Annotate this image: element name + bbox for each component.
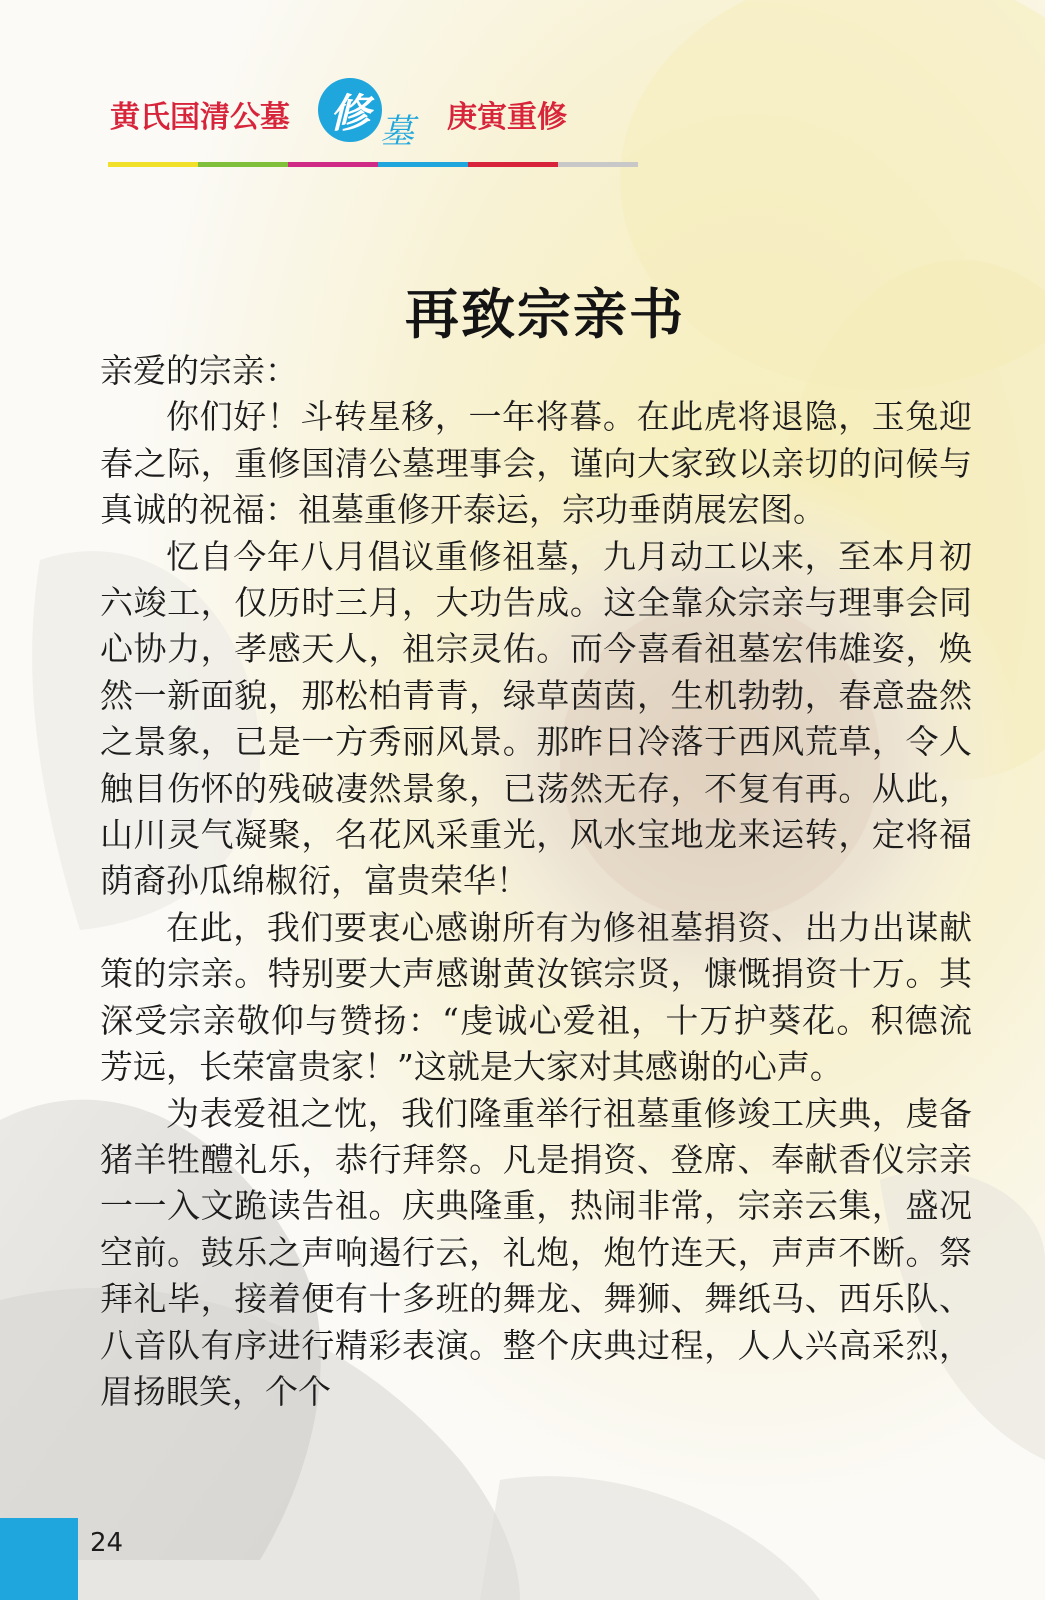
- header-right-text: 庚寅重修: [447, 100, 567, 135]
- paragraph-3: 在此，我们要衷心感谢所有为修祖墓捐资、出力出谋献策的宗亲。特别要大声感谢黄汝镔宗贤，慷慨捐资十万。其深受宗亲敬仰与赞扬：“虔诚心爱祖，十万护葵花。积德流芳远，长荣富贵家！”这就是大家对其感谢的心声。: [100, 907, 972, 1087]
- page-header: [0, 78, 1045, 178]
- page-number: 24: [90, 1528, 124, 1558]
- xiu-badge-icon: 修: [318, 78, 382, 142]
- header-rule-blue: [378, 162, 468, 167]
- header-left-text: 黄氏国清公墓: [110, 100, 290, 135]
- paragraph-4: 为表爱祖之忱，我们隆重举行祖墓重修竣工庆典，虔备猪羊牲醴礼乐，恭行拜祭。凡是捐资、登席、奉献香仪宗亲一一入文跪读告祖。庆典隆重，热闹非常，宗亲云集，盛况空前。鼓乐之声响遏行云，礼炮，炮竹连天，声声不断。祭拜礼毕，接着便有十多班的舞龙、舞狮、舞纸马、西乐队、八音队有序进行精彩表演。整个庆典过程，人人兴高采烈，眉扬眼笑，个个: [100, 1093, 972, 1411]
- header-rule-red: [468, 162, 558, 167]
- mu-glyph: 墓: [380, 112, 414, 152]
- letter-body: [100, 348, 972, 1415]
- header-rule-yellow: [108, 162, 198, 167]
- header-rule-green: [198, 162, 288, 167]
- page-title: 再致宗亲书: [405, 282, 685, 347]
- header-rule-magenta: [288, 162, 378, 167]
- paragraph-1: 你们好！斗转星移，一年将暮。在此虎将退隐，玉兔迎春之际，重修国清公墓理事会，谨向大家致以亲切的问候与真诚的祝福：祖墓重修开泰运，宗功垂荫展宏图。: [100, 397, 972, 530]
- salutation: 亲爱的宗亲：: [100, 351, 298, 390]
- page-number-tab: [0, 1518, 78, 1600]
- paragraph-2: 忆自今年八月倡议重修祖墓，九月动工以来，至本月初六竣工，仅历时三月，大功告成。这全靠众宗亲与理事会同心协力，孝感天人，祖宗灵佑。而今喜看祖墓宏伟雄姿，焕然一新面貌，那松柏青青，绿草茵茵，生机勃勃，春意盎然之景象，已是一方秀丽风景。那昨日冷落于西风荒草，令人触目伤怀的残破凄然景象，已荡然无存，不复有再。从此，山川灵气凝聚，名花风采重光，风水宝地龙来运转，定将福荫裔孙瓜绵椒衍，富贵荣华！: [100, 536, 972, 901]
- header-rule-grey: [558, 162, 638, 167]
